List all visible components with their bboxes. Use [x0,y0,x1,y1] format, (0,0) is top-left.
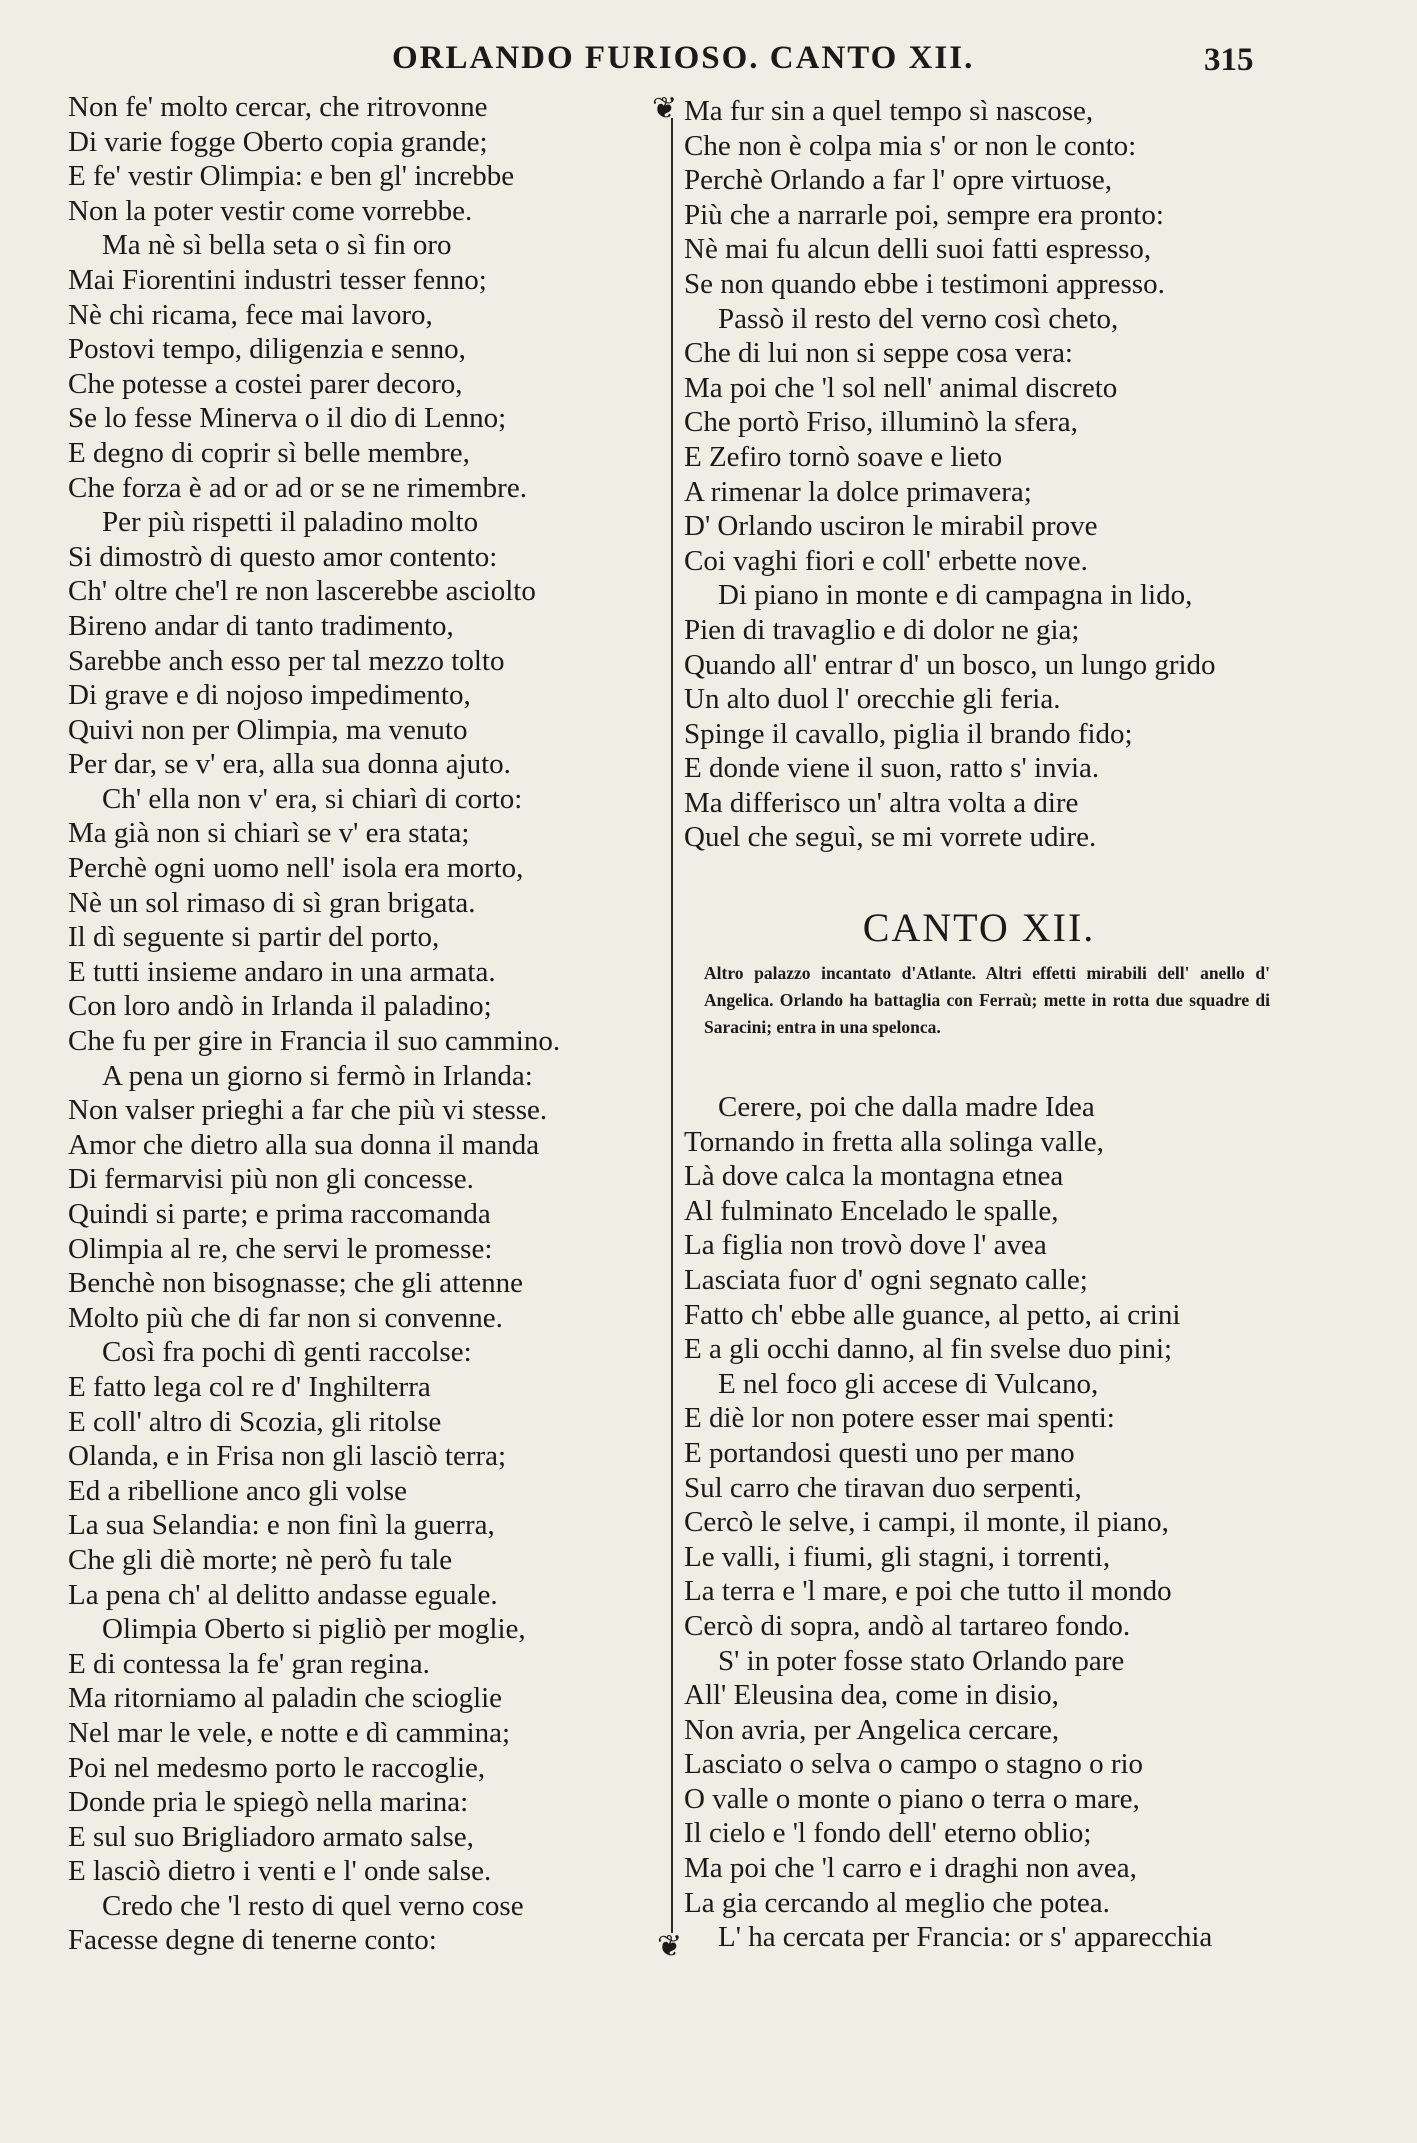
verse-line: Il cielo e 'l fondo dell' eterno oblio; [684,1817,1092,1850]
verse-line: Tornando in fretta alla solinga valle, [684,1125,1104,1158]
verse-line: Olanda, e in Frisa non gli lasciò terra; [68,1440,507,1473]
verse-line: Ed a ribellione anco gli volse [68,1474,408,1507]
verse-line: La gia cercando al meglio che potea. [684,1886,1110,1919]
verse-line: E a gli occhi danno, al fin svelse duo pini; [684,1333,1173,1366]
verse-line: Il dì seguente si partir del porto, [68,921,440,954]
verse-line: Se lo fesse Minerva o il dio di Lenno; [68,402,507,435]
verse-line: Cerere, poi che dalla madre Idea [718,1091,1095,1123]
verse-line: Non avria, per Angelica cercare, [684,1713,1060,1746]
verse-line: Là dove calca la montagna etnea [684,1160,1064,1193]
right-column-bottom [684,1090,1284,1955]
verse-line: Quindi si parte; e prima raccomanda [68,1198,491,1230]
verse-line: Ma già non si chiarì se v' era stata; [68,817,470,850]
verse-line: Di varie fogge Oberto copia grande; [68,125,488,158]
verse-line: Perchè Orlando a far l' opre virtuose, [684,164,1112,197]
verse-line: Ma fur sin a quel tempo sì nascose, [684,95,1094,127]
verse-line: Nè chi ricama, fece mai lavoro, [68,298,433,331]
verse-line: Quivi non per Olimpia, ma venuto [68,713,468,746]
verse-line: Mai Fiorentini industri tesser fenno; [68,263,487,296]
verse-line: Ma nè sì bella seta o sì fin oro [102,229,452,262]
verse-line: Nè un sol rimaso di sì gran brigata. [68,886,476,919]
verse-line: E donde viene il suon, ratto s' invia. [684,752,1100,785]
verse-line: Olimpia Oberto si pigliò per moglie, [102,1613,526,1646]
right-column-top [684,94,1284,855]
verse-line: Ma poi che 'l carro e i draghi non avea, [684,1852,1137,1885]
verse-line: Olimpia al re, che servi le promesse: [68,1232,493,1265]
verse-line: Che portò Friso, illuminò la sfera, [684,406,1078,439]
column-divider [671,118,673,1933]
verse-line: Nè mai fu alcun delli suoi fatti espresso, [684,233,1152,266]
verse-line: Non valser prieghi a far che più vi stesse. [68,1094,548,1127]
verse-line: Poi nel medesmo porto le raccoglie, [68,1751,486,1784]
verse-line: Benchè non bisognasse; che gli attenne [68,1267,524,1300]
verse-line: Passò il resto del verno così cheto, [718,302,1119,335]
verse-line: E di contessa la fe' gran regina. [68,1647,430,1680]
verse-line: Ma differisco un' altra volta a dire [684,786,1079,819]
verse-line: Postovi tempo, diligenzia e senno, [68,333,466,366]
verse-line: Ch' oltre che'l re non lascerebbe asciolto [68,575,536,608]
verse-line: Amor che dietro alla sua donna il manda [68,1128,540,1161]
verse-line: O valle o monte o piano o terra o mare, [684,1782,1140,1815]
verse-line: Molto più che di far non si convenne. [68,1301,503,1334]
verse-line: Bireno andar di tanto tradimento, [68,609,454,642]
running-title: ORLANDO FURIOSO. CANTO XII. [392,40,975,76]
canto-heading: CANTO XII. [862,905,1096,950]
verse-line: A rimenar la dolce primavera; [684,475,1032,508]
verse-line: Donde pria le spiegò nella marina: [68,1786,469,1819]
verse-line: Di fermarvisi più non gli concesse. [68,1163,474,1196]
verse-line: L' ha cercata per Francia: or s' apparecchia [718,1921,1213,1954]
verse-line: Così fra pochi dì genti raccolse: [102,1336,472,1369]
verse-line: Pien di travaglio e di dolor ne gia; [684,613,1080,646]
page-number: 315 [1204,42,1254,78]
verse-line: Un alto duol l' orecchie gli feria. [684,683,1061,716]
verse-line: La figlia non trovò dove l' avea [684,1229,1047,1262]
canto-argument: Altro palazzo incantato d'Atlante. Altri effetti mirabili dell' anello d' Angelica. Orlando ha battaglia con Ferraù; mette in rotta due squadre di Saracini; entra in una spelonca. [704,963,1270,1037]
verse-line: D' Orlando usciron le mirabil prove [684,510,1098,543]
verse-line: Sul carro che tiravan duo serpenti, [684,1471,1082,1504]
verse-line: Facesse degne di tenerne conto: [68,1924,437,1957]
verse-line: E Zefiro tornò soave e lieto [684,440,1003,473]
verse-line: La terra e 'l mare, e poi che tutto il mondo [684,1575,1172,1608]
verse-line: E fatto lega col re d' Inghilterra [68,1370,431,1403]
verse-line: All' Eleusina dea, come in disio, [684,1679,1059,1712]
verse-line: Di piano in monte e di campagna in lido, [718,579,1193,612]
verse-line: Si dimostrò di questo amor contento: [68,540,498,573]
verse-line: E fe' vestir Olimpia: e ben gl' increbbe [68,160,515,193]
verse-line: Lasciato o selva o campo o stagno o rio [684,1748,1144,1781]
verse-line: S' in poter fosse stato Orlando pare [718,1644,1125,1677]
fleuron-ornament-top: ❦ [652,92,678,125]
verse-line: E tutti insieme andaro in una armata. [68,955,496,988]
verse-line: Che gli diè morte; nè però fu tale [68,1543,453,1576]
verse-line: Per più rispetti il paladino molto [102,506,479,539]
verse-line: Sarebbe anch esso per tal mezzo tolto [68,644,505,677]
verse-line: Ch' ella non v' era, si chiarì di corto: [102,782,523,815]
verse-line: Che di lui non si seppe cosa vera: [684,337,1073,370]
verse-line: Non fe' molto cercar, che ritrovonne [68,91,488,123]
verse-line: Se non quando ebbe i testimoni appresso. [684,267,1165,300]
verse-line: Più che a narrarle poi, sempre era pronto: [684,198,1164,231]
verse-line: Che forza è ad or ad or se ne rimembre. [68,471,527,504]
verse-line: Che fu per gire in Francia il suo cammino. [68,1025,561,1058]
verse-line: Credo che 'l resto di quel verno cose [102,1889,524,1922]
verse-line: Perchè ogni uomo nell' isola era morto, [68,852,524,885]
verse-line: E nel foco gli accese di Vulcano, [718,1367,1099,1400]
verse-line: Spinge il cavallo, piglia il brando fido; [684,717,1133,750]
verse-line: La pena ch' al delitto andasse eguale. [68,1578,498,1611]
verse-line: Coi vaghi fiori e coll' erbette nove. [684,544,1088,577]
fleuron-ornament-bottom: ❦ [657,1930,683,1963]
verse-line: Cercò di sopra, andò al tartareo fondo. [684,1609,1131,1642]
verse-line: Le valli, i fiumi, gli stagni, i torrenti, [684,1540,1111,1573]
verse-line: Fatto ch' ebbe alle guance, al petto, ai crini [684,1298,1181,1331]
verse-line: Che non è colpa mia s' or non le conto: [684,129,1137,162]
page-header [0,40,1417,90]
verse-line: Ma poi che 'l sol nell' animal discreto [684,371,1118,404]
verse-line: La sua Selandia: e non finì la guerra, [68,1509,495,1542]
verse-line: Al fulminato Encelado le spalle, [684,1194,1059,1227]
verse-line: Cercò le selve, i campi, il monte, il piano, [684,1506,1169,1539]
verse-line: Quel che seguì, se mi vorrete udire. [684,821,1097,854]
verse-line: E sul suo Brigliadoro armato salse, [68,1820,474,1853]
verse-line: Quando all' entrar d' un bosco, un lungo grido [684,648,1216,681]
verse-line: Per dar, se v' era, alla sua donna ajuto. [68,748,511,781]
left-column [68,90,668,1958]
verse-line: E lasciò dietro i venti e l' onde salse. [68,1855,492,1888]
verse-line: E coll' altro di Scozia, gli ritolse [68,1405,442,1438]
verse-line: Lasciata fuor d' ogni segnato calle; [684,1263,1088,1296]
verse-line: Con loro andò in Irlanda il paladino; [68,990,492,1023]
verse-line: Nel mar le vele, e notte e dì cammina; [68,1716,511,1749]
verse-line: A pena un giorno si fermò in Irlanda: [102,1059,533,1092]
verse-line: Che potesse a costei parer decoro, [68,367,463,400]
verse-line: E diè lor non potere esser mai spenti: [684,1402,1115,1435]
verse-line: Non la poter vestir come vorrebbe. [68,194,473,227]
verse-line: Ma ritorniamo al paladin che scioglie [68,1682,503,1715]
verse-line: E degno di coprir sì belle membre, [68,436,470,469]
verse-line: Di grave e di nojoso impedimento, [68,679,471,712]
verse-line: E portandosi questi uno per mano [684,1436,1075,1469]
